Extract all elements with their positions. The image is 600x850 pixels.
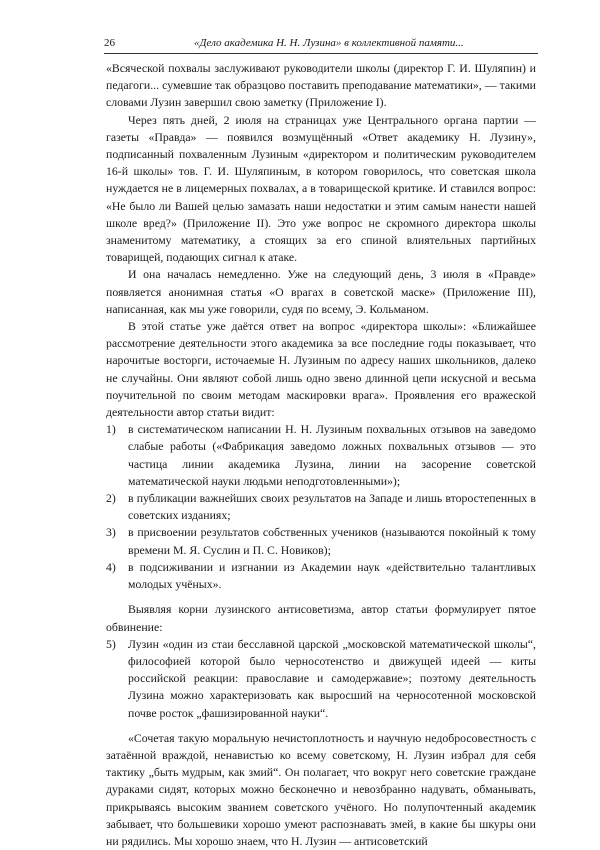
header-rule: [104, 53, 538, 54]
main-text: [106, 60, 536, 850]
accusation-list: [106, 421, 536, 593]
paragraph-1: «Всяческой похвалы заслуживают руководители школы (директор Г. И. Шуляпин) и педагоги... сумевшие так образцово поставить преподавание математики», — такими словами Лузин завершил свою заметку (Приложение I).: [106, 61, 536, 110]
list-item: [106, 421, 536, 490]
list-item-number: 1): [106, 422, 116, 437]
paragraph-4: В этой статье уже даётся ответ на вопрос «директора школы»: «Ближайшее рассмотрение деятельности этого академика за все последние годы показывает, что нарочитые восторги, источаемые Н. Лузиным по адресу наших школьников, далеко не случайны. Они являют собой лишь одно звено длинной цепи искусной и весьма поучительной по своим методам маскировки врага». Проявления его вражеской деятельности автор статьи видит:: [106, 319, 536, 420]
list-item: [106, 524, 536, 558]
paragraph-3: И она началась немедленно. Уже на следующий день, 3 июля в «Правде» появляется анонимная статья «О врагах в советской маске» (Приложение III), написанная, как мы уже говорили, судя по всему, Э. Кольманом.: [106, 267, 536, 316]
list-item-number: 3): [106, 525, 116, 540]
paragraph-6: «Сочетая такую моральную нечистоплотность и научную недобросовестность с затаённой враждой, ненавистью ко всему советскому, Н. Лузин избрал для себя тактику „быть мудрым, как змий“. Он полагает, что вокруг него советские граждане дураками сидят, которых можно бесконечно и невозбранно надувать, обманывать, прикрываясь высоким званием советского учёного. Но полупочтенный академик забывает, что большевики хорошо умеют распознавать змей, в какие бы шкуры они ни рядились. Мы хорошо знаем, что Н. Лузин — антисоветский: [106, 730, 536, 848]
list-item-text: в публикации важнейших своих результатов на Западе и лишь второстепенных в советских изданиях;: [128, 491, 536, 523]
list-item: [106, 490, 536, 524]
fifth-accusation-list: [106, 636, 536, 722]
list-item-text: в подсиживании и изгнании из Академии наук «действительно талантливых молодых учёных».: [128, 559, 536, 592]
list-item: [106, 559, 536, 593]
paragraph-5: Выявляя корни лузинского антисоветизма, автор статьи формулирует пятое обвинение:: [106, 602, 536, 634]
list-item-number: 2): [106, 491, 116, 506]
list-item: [106, 636, 536, 722]
list-item-text: в присвоении результатов собственных учеников (называются покойный к тому времени М. Я. Суслин и П. С. Новиков);: [128, 525, 536, 557]
list-item-number: 4): [106, 559, 116, 574]
list-item-number: 5): [106, 636, 116, 651]
paragraph-2: Через пять дней, 2 июля на страницах уже Центрального органа партии — газеты «Правда» — появился возмущённый «Ответ академику Н. Лузину», подписанный похваленным Лузиным «директором и политическим руководителем 16-й школы» тов. Г. И. Шуляпиным, в котором говорилось, что советская школа нуждается не в лицемерных похвалах, а в товарищеской критике. И ставился вопрос: «Не было ли Вашей целью замазать наши недостатки и этим самым нанести нашей школе вред?» (Приложение II). Это уже вопрос не скромного директора школы знаменитому математику, а стоящих за его спиной влиятельных партийных товарищей, подающих сигнал к атаке.: [106, 112, 536, 265]
list-item-text: в систематическом написании Н. Н. Лузиным похвальных отзывов на заведомо слабые работы («Фабрикация заведомо ложных похвальных отзывов — это частица линии академика Лузина, линии на засорение советской математической науки людьми неподготовленными»);: [128, 422, 536, 488]
list-item-text: Лузин «один из стаи бесславной царской „московской математической школы“, философией которой было черносотенство и движущей идеей — киты российской реакции: православие и самодержавие»; поэтому деятельность Лузина можно характеризовать как выросший на черносотенной московской почве росток „фашизированной науки“.: [128, 636, 536, 720]
running-head: «Дело академика Н. Н. Лузина» в коллективной памяти...: [194, 37, 464, 49]
page-header: [104, 36, 544, 52]
page-number: 26: [104, 37, 115, 49]
